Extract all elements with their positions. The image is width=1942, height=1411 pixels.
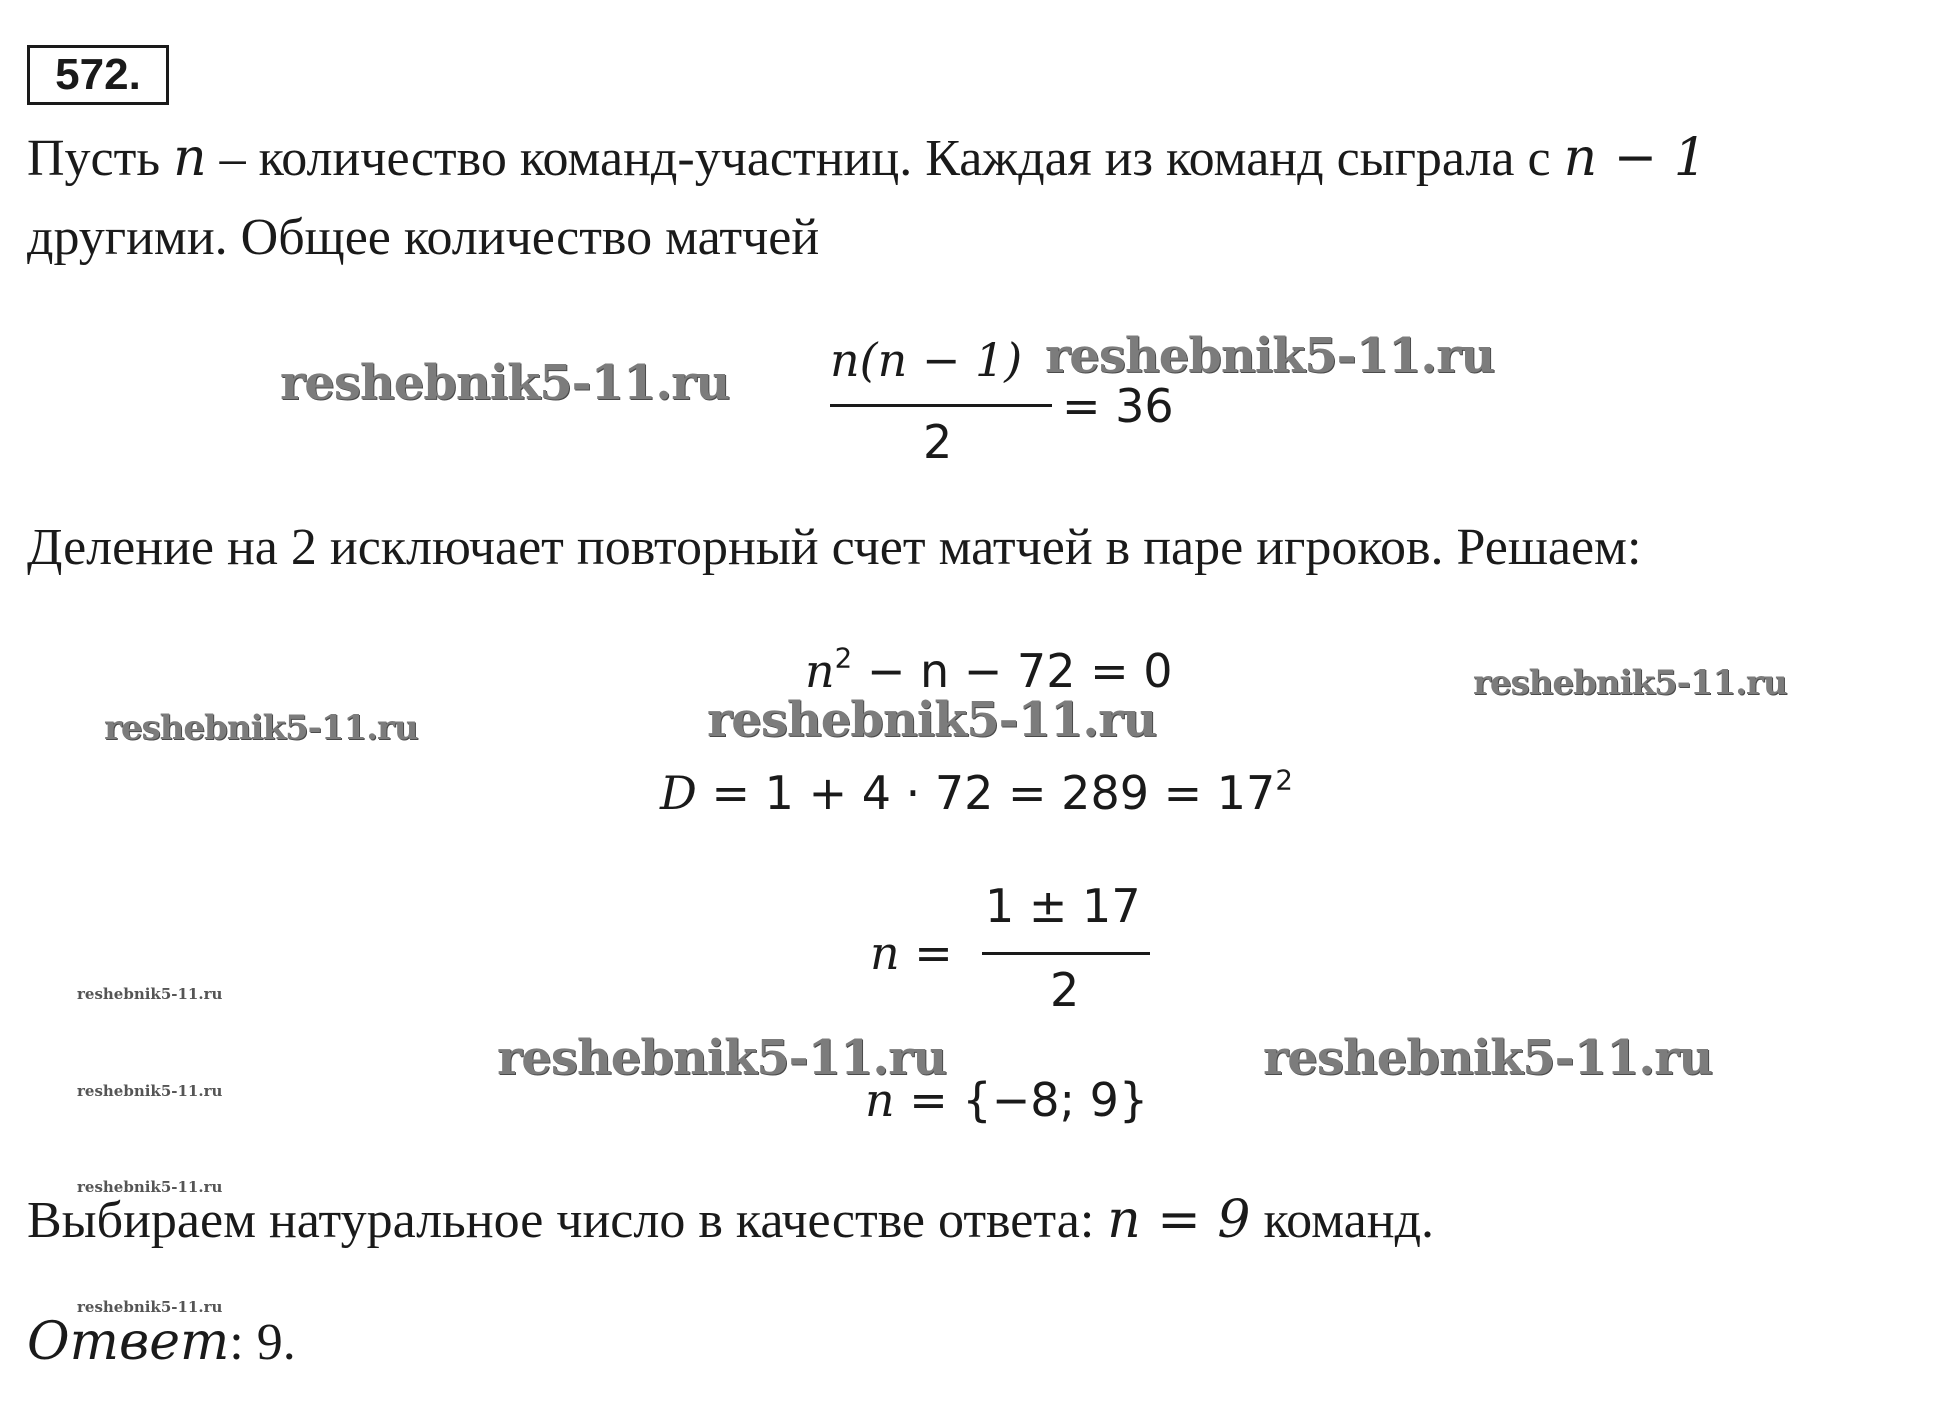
- answer-label: Ответ: [27, 1312, 230, 1372]
- intro-line-1: [27, 128, 1707, 189]
- eq4-lhs: n =: [870, 926, 953, 980]
- eq1-fraction-bar: [830, 404, 1052, 407]
- watermark: reshebnik5-11.ru: [77, 985, 223, 1003]
- intro-line-2: другими. Общее количество матчей: [27, 209, 820, 266]
- eq4-fraction-bar: [982, 952, 1150, 955]
- watermark: reshebnik5-11.ru: [497, 1030, 947, 1086]
- var-n: n: [173, 128, 207, 188]
- watermark: reshebnik5-11.ru: [1045, 328, 1495, 384]
- expr-n-minus-1: n − 1: [1563, 128, 1707, 188]
- watermark: reshebnik5-11.ru: [77, 1082, 223, 1100]
- problem-number: 572.: [27, 45, 169, 105]
- explanation-line: Деление на 2 исключает повторный счет матчей в паре игроков. Решаем:: [27, 519, 1642, 576]
- conclusion-line: Выбираем натуральное число в качестве ответа: n = 9 команд.: [27, 1190, 1435, 1250]
- eq4-numerator: 1 ± 17: [985, 879, 1141, 933]
- watermark: reshebnik5-11.ru: [77, 1178, 223, 1196]
- watermark: reshebnik5-11.ru: [1473, 663, 1787, 703]
- answer-value: : 9.: [229, 1314, 296, 1371]
- watermark: reshebnik5-11.ru: [77, 1298, 223, 1316]
- watermark: reshebnik5-11.ru: [707, 692, 1157, 748]
- watermark: reshebnik5-11.ru: [1263, 1030, 1713, 1086]
- answer-line: [27, 1312, 296, 1373]
- eq2-quadratic: $n^2 - n - 72 = 0$: [805, 641, 1173, 698]
- eq4-denominator: 2: [1050, 963, 1080, 1017]
- eq5-roots: n = {−8; 9}: [865, 1073, 1149, 1127]
- intro-text-start: Пусть: [27, 130, 174, 187]
- watermark: reshebnik5-11.ru: [104, 708, 418, 748]
- watermark: reshebnik5-11.ru: [280, 355, 730, 411]
- eq1-numerator: n(n − 1): [830, 333, 1023, 387]
- intro-text-mid: – количество команд-участниц. Каждая из команд сыграла с: [206, 130, 1564, 187]
- eq1-rhs: = 36: [1062, 379, 1174, 433]
- eq3-discriminant: $D = 1 + 4 \cdot 72 = 289 = 17^2$: [660, 763, 1293, 820]
- eq1-denominator: 2: [923, 415, 953, 469]
